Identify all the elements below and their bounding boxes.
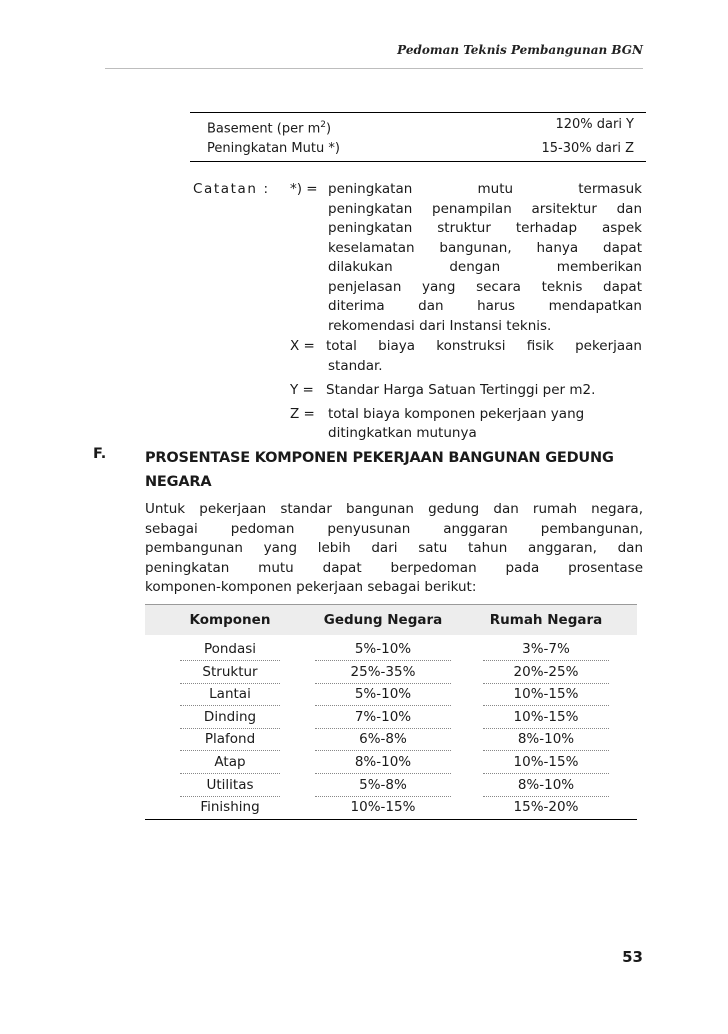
running-header: Pedoman Teknis Pembangunan BGN — [397, 43, 643, 57]
column-header: Komponen — [189, 612, 271, 628]
rumah-cell: 10%-15% — [483, 751, 609, 774]
cost-factor-table — [190, 112, 646, 162]
table-row — [145, 706, 637, 729]
rumah-cell: 8%-10% — [483, 728, 609, 751]
note-mark: Y = — [290, 382, 314, 398]
table-row — [145, 774, 637, 797]
header-divider — [105, 68, 643, 69]
gedung-cell: 5%-8% — [315, 774, 451, 797]
note-text: total biaya konstruksi fisik pekerjaan standar. — [326, 338, 642, 374]
note-text: total biaya komponen pekerjaan yang ditingkatkan mutunya — [328, 406, 585, 441]
column-header: Gedung Negara — [323, 612, 443, 628]
note-text: peningkatan mutu termasuk peningkatan penampilan arsitektur dan peningkatan struktur terhadap aspek keselamatan bangunan, hanya dapat dilakukan dengan memberikan penjelasan yang secara teknis dapat diterima dan harus mendapatkan rekomendasi dari Instansi teknis. — [328, 181, 642, 334]
gedung-cell: 5%-10% — [315, 638, 451, 661]
component-cell: Dinding — [180, 706, 280, 729]
page-number: 53 — [622, 948, 643, 966]
rumah-cell: 10%-15% — [483, 706, 609, 729]
component-cell: Plafond — [180, 728, 280, 751]
table-row — [145, 796, 637, 820]
notes-label: Catatan : — [193, 181, 270, 197]
gedung-cell: 8%-10% — [315, 751, 451, 774]
section-paragraph: Untuk pekerjaan standar bangunan gedung dan rumah negara, sebagai pedoman penyusunan anggaran pembangunan, pembangunan yang lebih dari satu tahun anggaran, dan peningkatan mutu dapat berpedoman pada prosentase komponen-komponen pekerjaan sebagai berikut: — [145, 501, 643, 595]
row-label: Peningkatan Mutu *) — [207, 141, 340, 156]
row-value: 15-30% dari Z — [541, 141, 634, 156]
row-label: Basement (per $m^2$) — [207, 120, 332, 137]
section-title: PROSENTASE KOMPONEN PEKERJAAN BANGUNAN GEDUNG NEGARA — [145, 450, 614, 490]
component-cell: Utilitas — [180, 774, 280, 797]
table-header — [145, 604, 637, 635]
component-cell: Atap — [180, 751, 280, 774]
table-row — [145, 661, 637, 684]
gedung-cell: 5%-10% — [315, 683, 451, 706]
table-row — [145, 683, 637, 706]
table-row — [145, 751, 637, 774]
note-mark: *) = — [290, 181, 318, 197]
column-header: Rumah Negara — [489, 612, 603, 628]
section-letter: F. — [93, 446, 107, 462]
rumah-cell: 15%-20% — [513, 799, 579, 816]
component-cell: Struktur — [180, 661, 280, 684]
note-mark: Z = — [290, 406, 315, 422]
component-cell: Pondasi — [180, 638, 280, 661]
table-row — [145, 728, 637, 751]
table-row — [145, 638, 637, 661]
table-row — [190, 137, 646, 162]
table-row — [190, 112, 646, 137]
note-mark: X = — [290, 338, 315, 354]
rumah-cell: 10%-15% — [483, 683, 609, 706]
rumah-cell: 20%-25% — [483, 661, 609, 684]
rumah-cell: 8%-10% — [483, 774, 609, 797]
rumah-cell: 3%-7% — [483, 638, 609, 661]
gedung-cell: 25%-35% — [315, 661, 451, 684]
gedung-cell: 10%-15% — [350, 799, 416, 816]
component-percentage-table — [145, 604, 637, 820]
component-cell: Finishing — [200, 799, 260, 816]
gedung-cell: 6%-8% — [315, 728, 451, 751]
component-cell: Lantai — [180, 683, 280, 706]
row-value: 120% dari Y — [555, 117, 634, 132]
gedung-cell: 7%-10% — [315, 706, 451, 729]
note-text: Standar Harga Satuan Tertinggi per m2. — [326, 382, 596, 398]
